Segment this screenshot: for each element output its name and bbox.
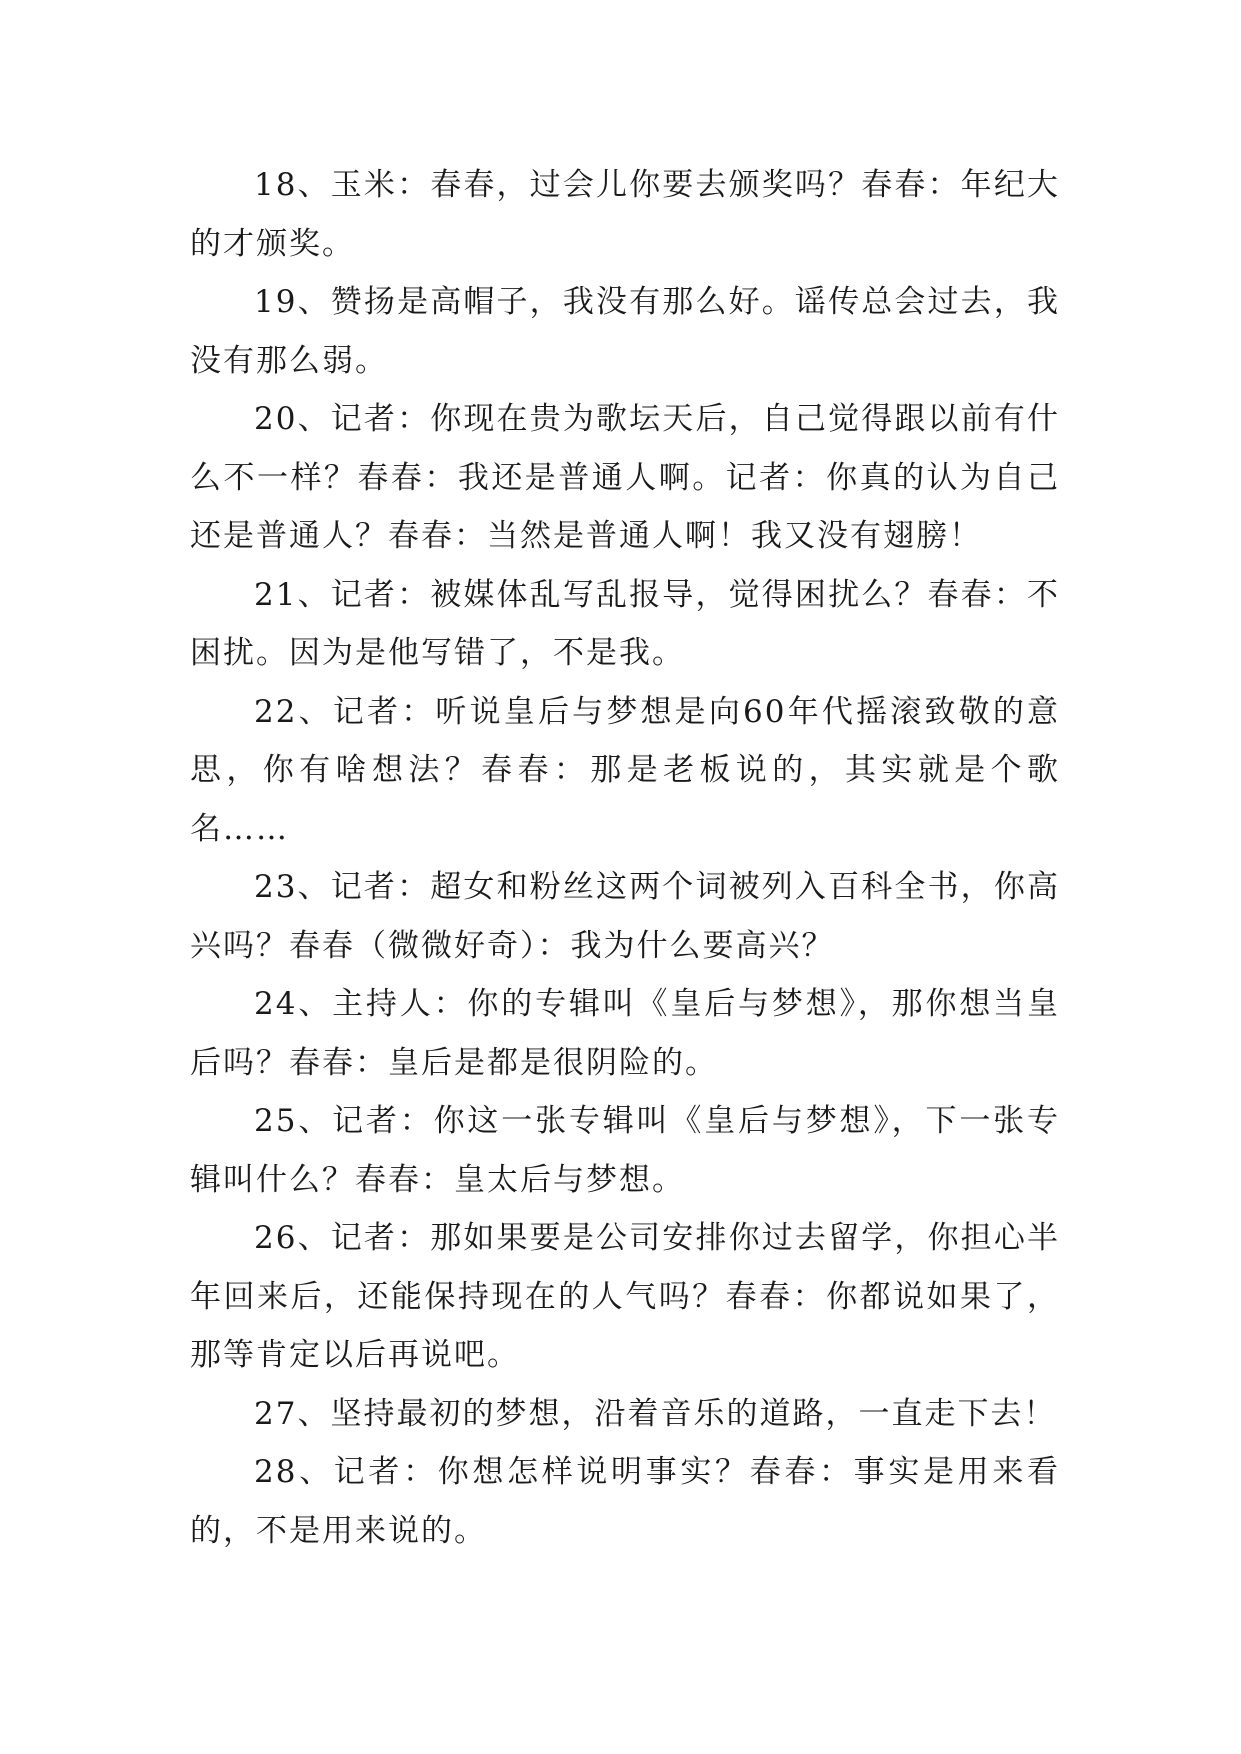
paragraph-24: 24、主持人：你的专辑叫《皇后与梦想》，那你想当皇后吗？春春：皇后是都是很阴险的。	[190, 986, 1060, 1081]
paragraph-21: 21、记者：被媒体乱写乱报导，觉得困扰么？春春：不困扰。因为是他写错了，不是我。	[190, 576, 1060, 671]
paragraph-28: 28、记者：你想怎样说明事实？春春：事实是用来看的，不是用来说的。	[190, 1454, 1060, 1549]
paragraph-27: 27、坚持最初的梦想，沿着音乐的道路，一直走下去！	[254, 1395, 1057, 1432]
paragraph-26: 26、记者：那如果要是公司安排你过去留学，你担心半年回来后，还能保持现在的人气吗？春春：你都说如果了，那等肯定以后再说吧。	[190, 1220, 1060, 1373]
paragraph-23: 23、记者：超女和粉丝这两个词被列入百科全书，你高兴吗？春春（微微好奇）：我为什么要高兴？	[190, 869, 1060, 964]
paragraph-19: 19、赞扬是高帽子，我没有那么好。谣传总会过去，我没有那么弱。	[190, 284, 1060, 379]
paragraph-18: 18、玉米：春春，过会儿你要去颁奖吗？春春：年纪大的才颁奖。	[190, 167, 1060, 262]
paragraph-20: 20、记者：你现在贵为歌坛天后，自己觉得跟以前有什么不一样？春春：我还是普通人啊。记者：你真的认为自己还是普通人？春春：当然是普通人啊！我又没有翅膀！	[190, 401, 1060, 554]
document-body	[190, 156, 1060, 1560]
paragraph-22: 22、记者：听说皇后与梦想是向60年代摇滚致敬的意思，你有啥想法？春春：那是老板说的，其实就是个歌名……	[190, 693, 1060, 847]
paragraph-25: 25、记者：你这一张专辑叫《皇后与梦想》，下一张专辑叫什么？春春：皇太后与梦想。	[190, 1103, 1060, 1198]
